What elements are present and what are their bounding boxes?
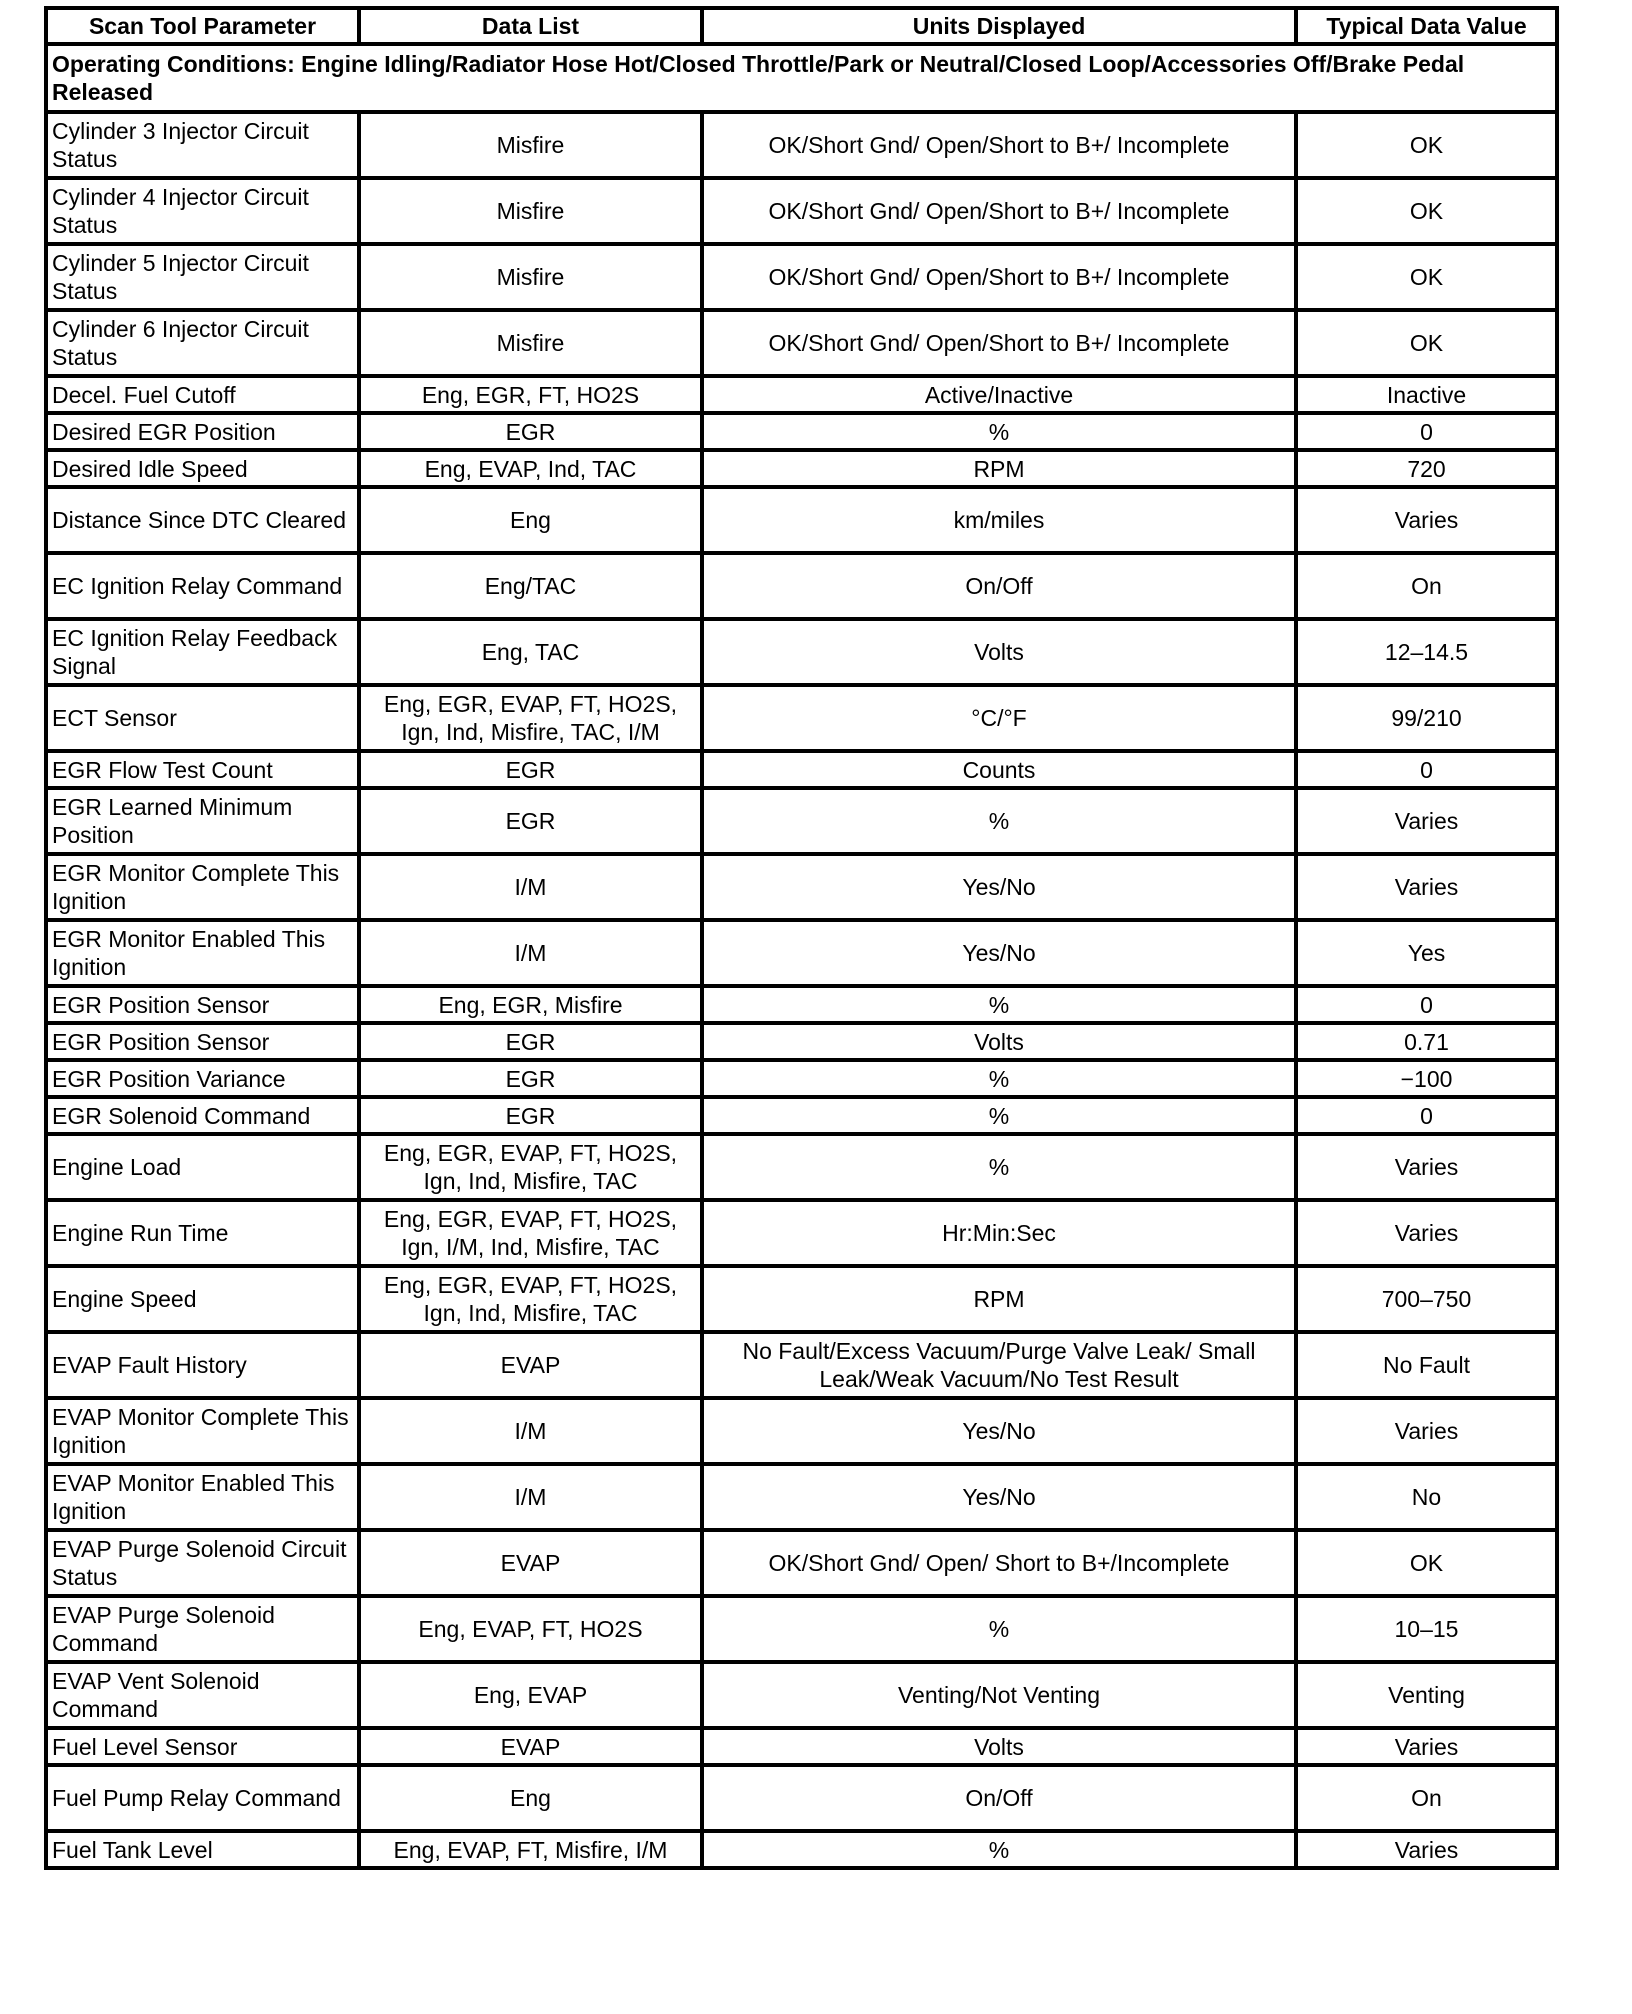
units-cell: Yes/No <box>702 1464 1296 1530</box>
typical-value-cell: Varies <box>1296 854 1557 920</box>
data-list-cell: Eng, EGR, EVAP, FT, HO2S, Ign, Ind, Misfire, TAC, I/M <box>359 685 702 751</box>
parameter-cell: EGR Monitor Enabled This Ignition <box>46 920 359 986</box>
table-row <box>46 1097 1557 1134</box>
typical-value-cell: Inactive <box>1296 376 1557 413</box>
typical-value-cell: Varies <box>1296 1200 1557 1266</box>
units-cell: Yes/No <box>702 1398 1296 1464</box>
units-cell: km/miles <box>702 487 1296 553</box>
header-data-list: Data List <box>359 8 702 44</box>
typical-value-cell: Varies <box>1296 788 1557 854</box>
parameter-cell: EGR Position Sensor <box>46 986 359 1023</box>
units-cell: Venting/Not Venting <box>702 1662 1296 1728</box>
header-units-displayed: Units Displayed <box>702 8 1296 44</box>
units-cell: % <box>702 986 1296 1023</box>
data-list-cell: Eng <box>359 1765 702 1831</box>
typical-value-cell: 0 <box>1296 986 1557 1023</box>
typical-value-cell: 0.71 <box>1296 1023 1557 1060</box>
typical-value-cell: 0 <box>1296 751 1557 788</box>
units-cell: % <box>702 1596 1296 1662</box>
parameter-cell: Desired EGR Position <box>46 413 359 450</box>
units-cell: Hr:Min:Sec <box>702 1200 1296 1266</box>
parameter-cell: ECT Sensor <box>46 685 359 751</box>
data-list-cell: EVAP <box>359 1728 702 1765</box>
typical-value-cell: Varies <box>1296 1398 1557 1464</box>
typical-value-cell: 700–750 <box>1296 1266 1557 1332</box>
parameter-cell: Fuel Pump Relay Command <box>46 1765 359 1831</box>
units-cell: Volts <box>702 1728 1296 1765</box>
data-list-cell: I/M <box>359 1398 702 1464</box>
units-cell: OK/Short Gnd/ Open/Short to B+/ Incomplete <box>702 112 1296 178</box>
scan-tool-data-table <box>44 6 1559 1870</box>
table-row <box>46 1060 1557 1097</box>
typical-value-cell: No Fault <box>1296 1332 1557 1398</box>
table-row <box>46 1200 1557 1266</box>
typical-value-cell: Varies <box>1296 1728 1557 1765</box>
typical-value-cell: 12–14.5 <box>1296 619 1557 685</box>
data-list-cell: EVAP <box>359 1530 702 1596</box>
parameter-cell: Fuel Level Sensor <box>46 1728 359 1765</box>
data-list-cell: Eng, EGR, FT, HO2S <box>359 376 702 413</box>
parameter-cell: EVAP Fault History <box>46 1332 359 1398</box>
parameter-cell: EGR Flow Test Count <box>46 751 359 788</box>
typical-value-cell: Varies <box>1296 1134 1557 1200</box>
operating-conditions-row <box>46 44 1557 112</box>
data-list-cell: EGR <box>359 1097 702 1134</box>
table-row <box>46 1596 1557 1662</box>
parameter-cell: EC Ignition Relay Feedback Signal <box>46 619 359 685</box>
units-cell: OK/Short Gnd/ Open/Short to B+/ Incomplete <box>702 178 1296 244</box>
data-list-cell: Eng <box>359 487 702 553</box>
data-list-cell: Misfire <box>359 112 702 178</box>
typical-value-cell: 0 <box>1296 413 1557 450</box>
header-scan-tool-parameter: Scan Tool Parameter <box>46 8 359 44</box>
table-row <box>46 1332 1557 1398</box>
units-cell: Yes/No <box>702 920 1296 986</box>
parameter-cell: Cylinder 6 Injector Circuit Status <box>46 310 359 376</box>
table-row <box>46 986 1557 1023</box>
data-list-cell: Misfire <box>359 310 702 376</box>
parameter-cell: EGR Learned Minimum Position <box>46 788 359 854</box>
units-cell: OK/Short Gnd/ Open/Short to B+/ Incomplete <box>702 244 1296 310</box>
data-list-cell: Eng, EGR, EVAP, FT, HO2S, Ign, Ind, Misfire, TAC <box>359 1134 702 1200</box>
data-list-cell: Misfire <box>359 244 702 310</box>
data-list-cell: Eng, EGR, Misfire <box>359 986 702 1023</box>
typical-value-cell: Yes <box>1296 920 1557 986</box>
typical-value-cell: 99/210 <box>1296 685 1557 751</box>
table-row <box>46 1023 1557 1060</box>
header-typical-data-value: Typical Data Value <box>1296 8 1557 44</box>
typical-value-cell: OK <box>1296 310 1557 376</box>
typical-value-cell: On <box>1296 553 1557 619</box>
data-list-cell: Eng, EGR, EVAP, FT, HO2S, Ign, I/M, Ind, Misfire, TAC <box>359 1200 702 1266</box>
parameter-cell: Engine Speed <box>46 1266 359 1332</box>
units-cell: % <box>702 1060 1296 1097</box>
parameter-cell: EVAP Purge Solenoid Circuit Status <box>46 1530 359 1596</box>
units-cell: RPM <box>702 450 1296 487</box>
table-row <box>46 1765 1557 1831</box>
table-row <box>46 244 1557 310</box>
data-list-cell: EVAP <box>359 1332 702 1398</box>
data-list-cell: I/M <box>359 854 702 920</box>
parameter-cell: EGR Position Variance <box>46 1060 359 1097</box>
parameter-cell: EGR Solenoid Command <box>46 1097 359 1134</box>
typical-value-cell: No <box>1296 1464 1557 1530</box>
parameter-cell: Engine Load <box>46 1134 359 1200</box>
table-row <box>46 1530 1557 1596</box>
table-row <box>46 553 1557 619</box>
table-row <box>46 1662 1557 1728</box>
data-list-cell: EGR <box>359 413 702 450</box>
table-row <box>46 1728 1557 1765</box>
data-list-cell: EGR <box>359 1060 702 1097</box>
data-list-cell: Eng, TAC <box>359 619 702 685</box>
data-list-cell: Eng, EVAP, Ind, TAC <box>359 450 702 487</box>
table-row <box>46 619 1557 685</box>
parameter-cell: Cylinder 5 Injector Circuit Status <box>46 244 359 310</box>
units-cell: Volts <box>702 1023 1296 1060</box>
parameter-cell: Desired Idle Speed <box>46 450 359 487</box>
parameter-cell: Decel. Fuel Cutoff <box>46 376 359 413</box>
table-row <box>46 920 1557 986</box>
units-cell: Counts <box>702 751 1296 788</box>
table-row <box>46 376 1557 413</box>
data-list-cell: I/M <box>359 1464 702 1530</box>
parameter-cell: EVAP Vent Solenoid Command <box>46 1662 359 1728</box>
table-row <box>46 788 1557 854</box>
typical-value-cell: OK <box>1296 178 1557 244</box>
typical-value-cell: Varies <box>1296 1831 1557 1868</box>
units-cell: % <box>702 1134 1296 1200</box>
parameter-cell: Fuel Tank Level <box>46 1831 359 1868</box>
units-cell: No Fault/Excess Vacuum/Purge Valve Leak/ Small Leak/Weak Vacuum/No Test Result <box>702 1332 1296 1398</box>
table-row <box>46 112 1557 178</box>
table-row <box>46 1464 1557 1530</box>
data-list-cell: Eng/TAC <box>359 553 702 619</box>
data-list-cell: Eng, EGR, EVAP, FT, HO2S, Ign, Ind, Misfire, TAC <box>359 1266 702 1332</box>
units-cell: % <box>702 1831 1296 1868</box>
parameter-cell: Distance Since DTC Cleared <box>46 487 359 553</box>
parameter-cell: EGR Position Sensor <box>46 1023 359 1060</box>
units-cell: Volts <box>702 619 1296 685</box>
data-list-cell: EGR <box>359 751 702 788</box>
operating-conditions: Operating Conditions: Engine Idling/Radiator Hose Hot/Closed Throttle/Park or Neutral/Closed Loop/Accessories Off/Brake Pedal Released <box>46 44 1557 112</box>
units-cell: % <box>702 788 1296 854</box>
units-cell: RPM <box>702 1266 1296 1332</box>
units-cell: % <box>702 1097 1296 1134</box>
units-cell: Yes/No <box>702 854 1296 920</box>
parameter-cell: Cylinder 4 Injector Circuit Status <box>46 178 359 244</box>
typical-value-cell: Venting <box>1296 1662 1557 1728</box>
parameter-cell: Engine Run Time <box>46 1200 359 1266</box>
header-row <box>46 8 1557 44</box>
table-row <box>46 1831 1557 1868</box>
data-list-cell: Eng, EVAP <box>359 1662 702 1728</box>
table-row <box>46 1398 1557 1464</box>
typical-value-cell: OK <box>1296 244 1557 310</box>
typical-value-cell: 0 <box>1296 1097 1557 1134</box>
units-cell: % <box>702 413 1296 450</box>
parameter-cell: EC Ignition Relay Command <box>46 553 359 619</box>
units-cell: On/Off <box>702 553 1296 619</box>
table-row <box>46 413 1557 450</box>
parameter-cell: EGR Monitor Complete This Ignition <box>46 854 359 920</box>
table-row <box>46 178 1557 244</box>
typical-value-cell: 720 <box>1296 450 1557 487</box>
data-list-cell: EGR <box>359 1023 702 1060</box>
table-row <box>46 1266 1557 1332</box>
typical-value-cell: −100 <box>1296 1060 1557 1097</box>
typical-value-cell: Varies <box>1296 487 1557 553</box>
units-cell: °C/°F <box>702 685 1296 751</box>
typical-value-cell: OK <box>1296 112 1557 178</box>
parameter-cell: EVAP Purge Solenoid Command <box>46 1596 359 1662</box>
typical-value-cell: On <box>1296 1765 1557 1831</box>
data-list-cell: Eng, EVAP, FT, HO2S <box>359 1596 702 1662</box>
table-row <box>46 1134 1557 1200</box>
data-list-cell: I/M <box>359 920 702 986</box>
table-row <box>46 450 1557 487</box>
table-row <box>46 487 1557 553</box>
table-row <box>46 751 1557 788</box>
table-row <box>46 854 1557 920</box>
parameter-cell: EVAP Monitor Enabled This Ignition <box>46 1464 359 1530</box>
typical-value-cell: OK <box>1296 1530 1557 1596</box>
units-cell: On/Off <box>702 1765 1296 1831</box>
units-cell: Active/Inactive <box>702 376 1296 413</box>
units-cell: OK/Short Gnd/ Open/ Short to B+/Incomplete <box>702 1530 1296 1596</box>
table-row <box>46 310 1557 376</box>
parameter-cell: EVAP Monitor Complete This Ignition <box>46 1398 359 1464</box>
units-cell: OK/Short Gnd/ Open/Short to B+/ Incomplete <box>702 310 1296 376</box>
data-list-cell: EGR <box>359 788 702 854</box>
data-list-cell: Misfire <box>359 178 702 244</box>
data-list-cell: Eng, EVAP, FT, Misfire, I/M <box>359 1831 702 1868</box>
table-row <box>46 685 1557 751</box>
parameter-cell: Cylinder 3 Injector Circuit Status <box>46 112 359 178</box>
typical-value-cell: 10–15 <box>1296 1596 1557 1662</box>
